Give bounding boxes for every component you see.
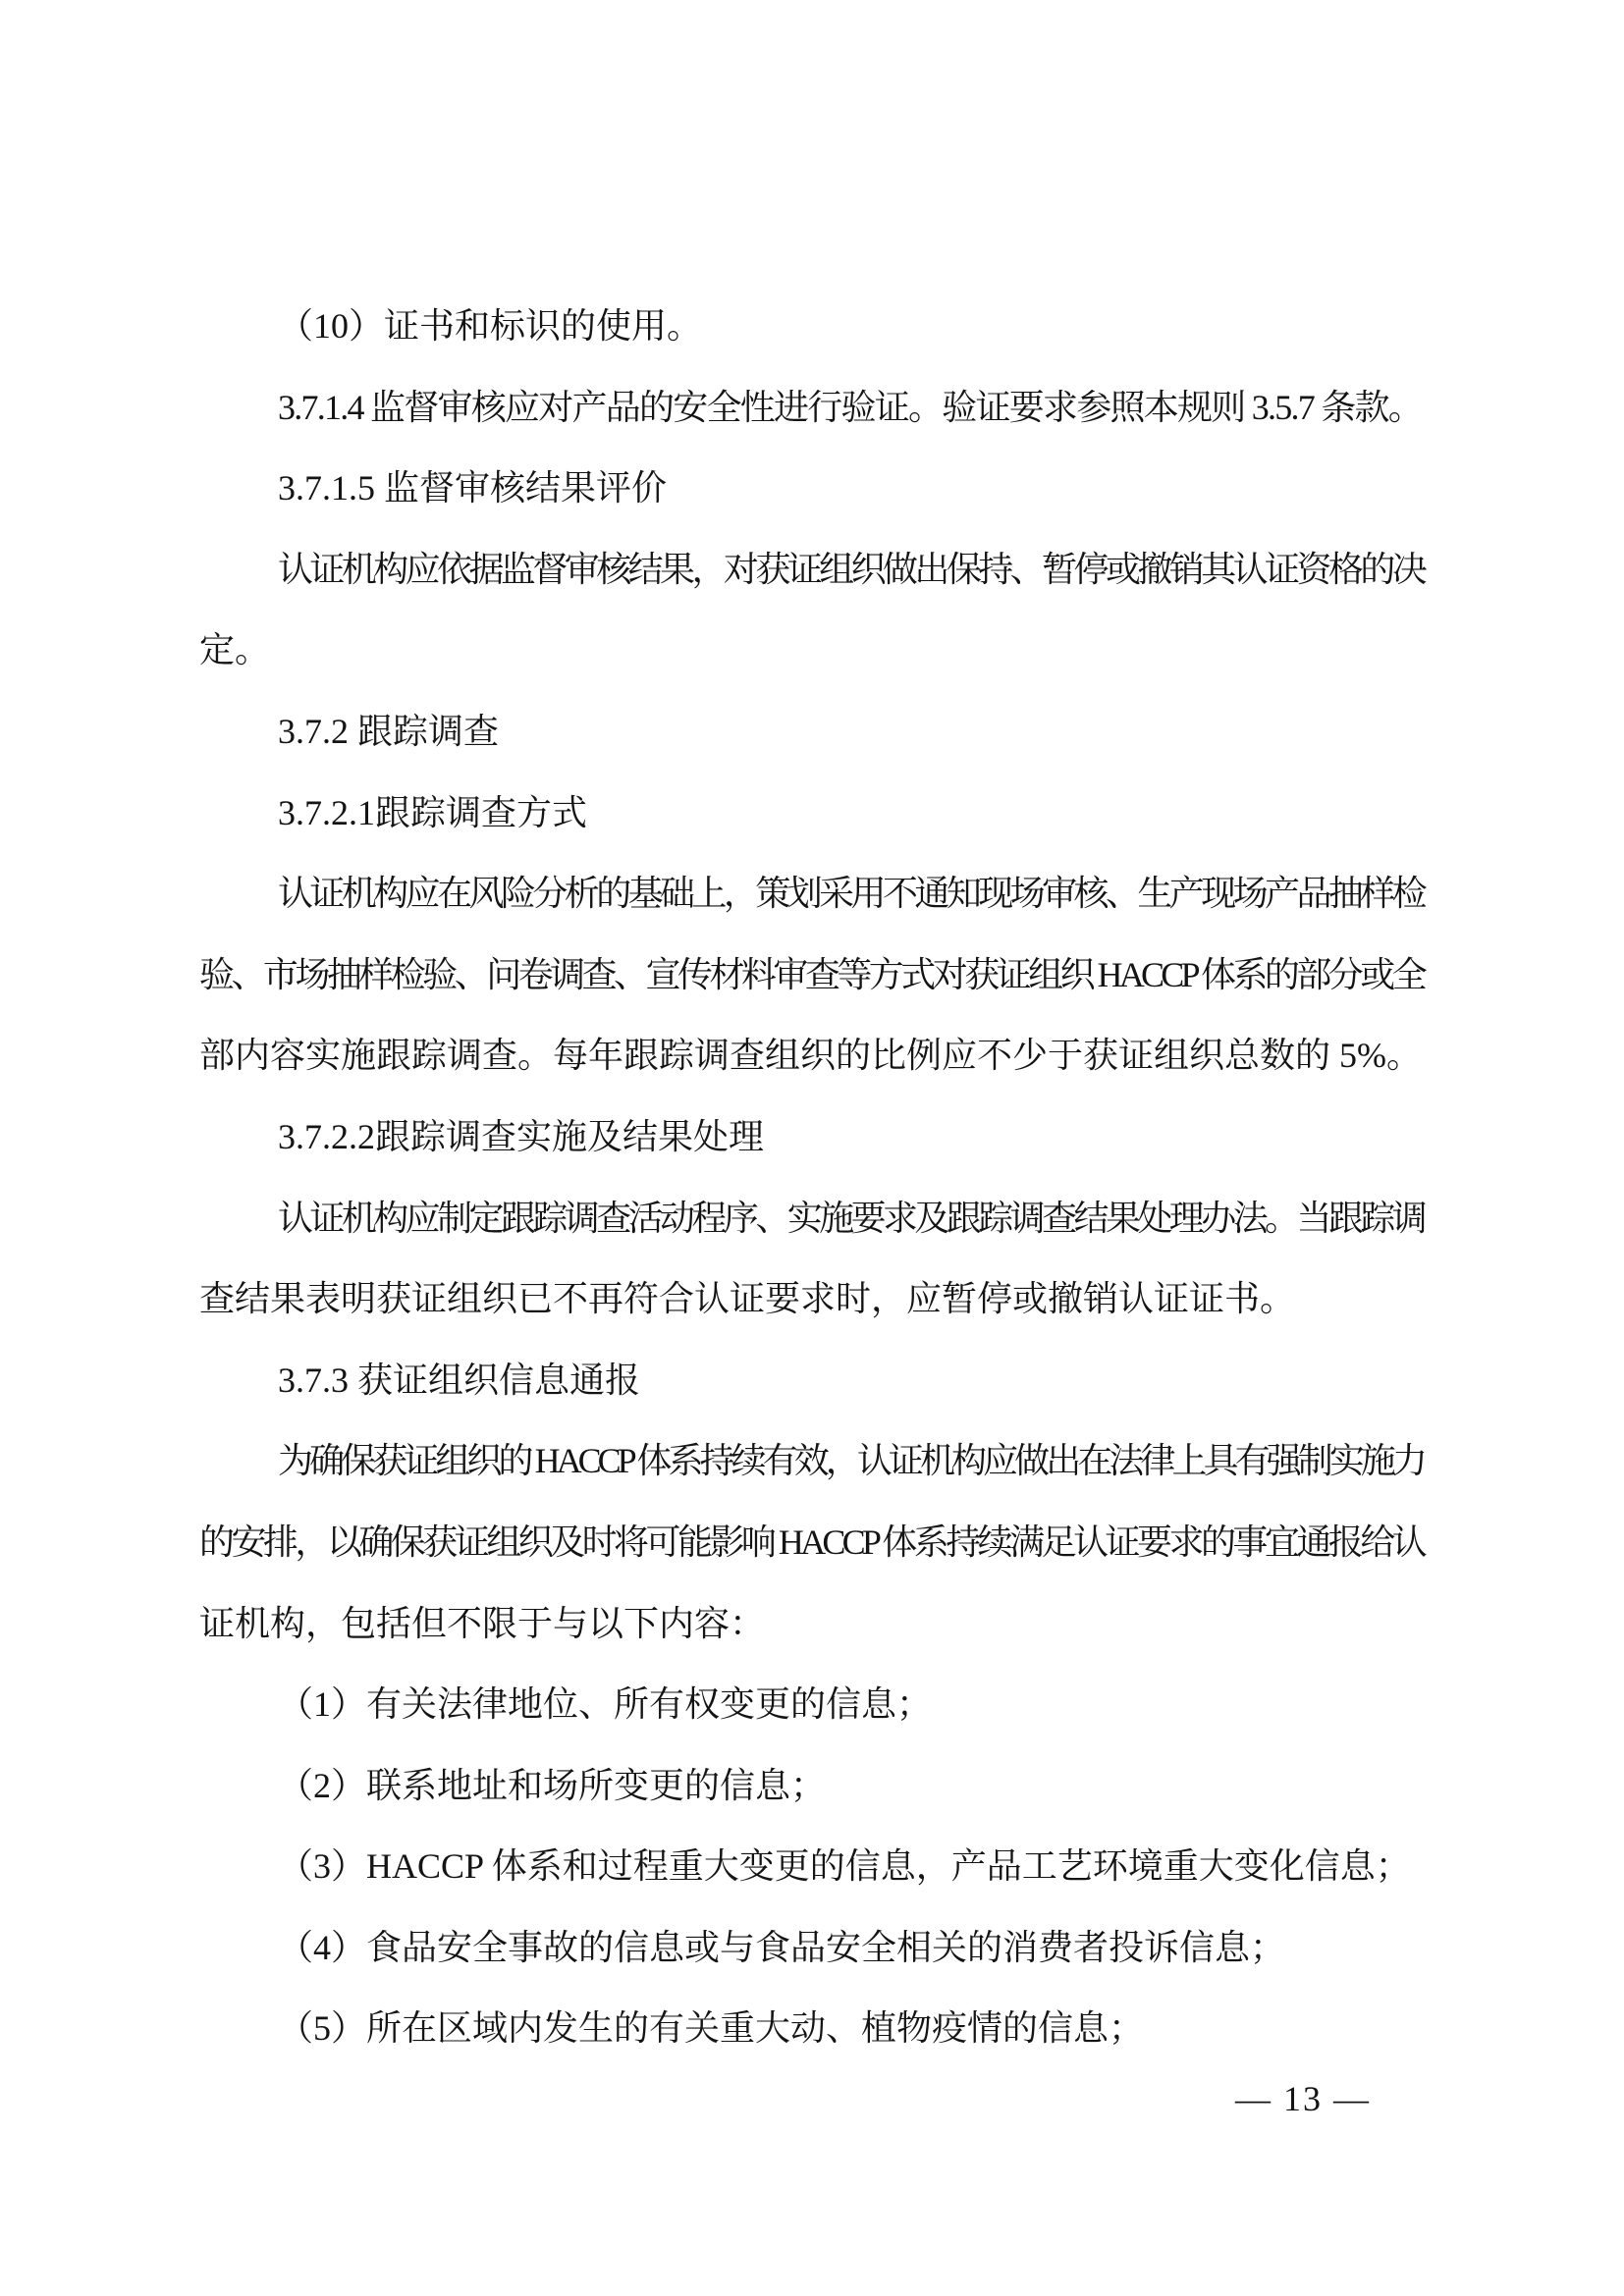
text-line: 验、市场抽样检验、问卷调查、宣传材料审查等方式对获证组织 HACCP 体系的部分或全 xyxy=(199,954,1424,994)
text-line: 3.7.2.2跟踪调查实施及结果处理 xyxy=(278,1116,765,1156)
text-line: 查结果表明获证组织已不再符合认证要求时，应暂停或撤销认证证书。 xyxy=(199,1279,1296,1319)
text-line: （5）所在区域内发生的有关重大动、植物疫情的信息； xyxy=(278,2008,1145,2049)
text-line: （10）证书和标识的使用。 xyxy=(278,306,703,346)
text-line: （1）有关法律地位、所有权变更的信息； xyxy=(278,1684,933,1725)
page-number: — 13 — xyxy=(1235,2079,1371,2118)
text-line: 3.7.2 跟踪调查 xyxy=(278,711,500,751)
text-line: 3.7.1.4 监督审核应对产品的安全性进行验证。验证要求参照本规则 3.5.7 条款。 xyxy=(278,387,1423,427)
text-line: 3.7.1.5 监督审核结果评价 xyxy=(278,468,668,508)
text-line: 认证机构应在风险分析的基础上，策划采用不通知现场审核、生产现场产品抽样检 xyxy=(278,874,1424,914)
text-line: 部内容实施跟踪调查。每年跟踪调查组织的比例应不少于获证组织总数的 5%。 xyxy=(199,1036,1422,1076)
text-line: （4）食品安全事故的信息或与食品安全相关的消费者投诉信息； xyxy=(278,1927,1286,1967)
text-line: 认证机构应制定跟踪调查活动程序、实施要求及跟踪调查结果处理办法。当跟踪调 xyxy=(278,1198,1424,1238)
text-line: （2）联系地址和场所变更的信息； xyxy=(278,1765,827,1805)
document-body xyxy=(199,286,1424,2069)
text-line: 为确保获证组织的 HACCP 体系持续有效，认证机构应做出在法律上具有强制实施力 xyxy=(278,1441,1424,1481)
text-line: 3.7.3 获证组织信息通报 xyxy=(278,1360,641,1400)
text-line: 证机构，包括但不限于与以下内容： xyxy=(199,1603,766,1643)
text-line: 定。 xyxy=(199,630,271,670)
text-line: 认证机构应依据监督审核结果，对获证组织做出保持、暂停或撤销其认证资格的决 xyxy=(278,549,1424,589)
text-line: （3）HACCP 体系和过程重大变更的信息，产品工艺环境重大变化信息； xyxy=(278,1846,1411,1887)
text-line: 3.7.2.1跟踪调查方式 xyxy=(278,792,588,832)
text-line: 的安排，以确保获证组织及时将可能影响 HACCP 体系持续满足认证要求的事宜通报给认 xyxy=(199,1522,1424,1562)
